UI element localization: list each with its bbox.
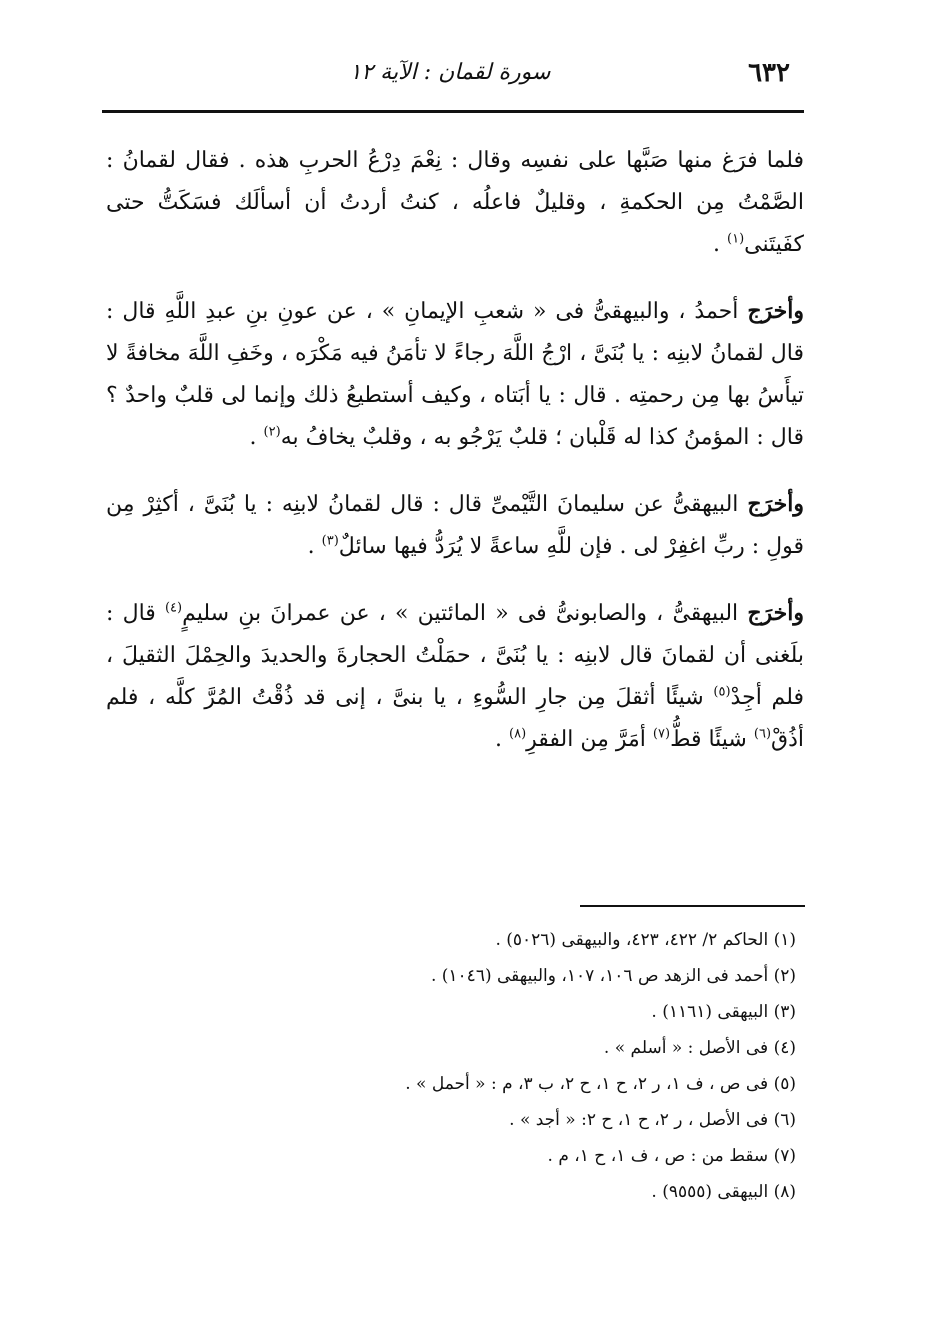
footnote-reference: (٨) [509,726,527,742]
paragraph-2 [106,290,804,459]
paragraph-text: أحمدُ ، والبيهقىُّ فى « شعبِ الإيمانِ » ، عن عونِ بنِ عبدِ اللَّهِ قال : قال لقمانُ لابنِه : يا بُنَىَّ ، ارْجُ اللَّهَ رجاءً لا تأمَنُ فيه مَكْرَه ، وخَفِ اللَّهَ مخافةً لا تيأَسُ بها مِن رحمتِه . قال : يا أبَتاه ، وكيف أستطيعُ ذلك وإنما لى قلبٌ واحدٌ ؟ قال : المؤمنُ كذا له قَلْبان ؛ قلبٌ يَرْجُو به ، وقلبٌ يخافُ به [106,299,804,450]
footnote-2: (٢) أحمد فى الزهد ص ١٠٦، ١٠٧، والبيهقى (١٠٤٦) . [430,966,796,986]
paragraph-4 [106,592,804,761]
paragraph-text: البيهقىُّ ، والصابونىُّ فى « المائتين » ، عن عمرانَ بنِ سليمٍ [182,601,748,626]
footnote-reference: (٥) [713,684,731,700]
footnote-reference: (٤) [164,600,183,616]
footnote-7: (٧) سقط من : ص ، ف ١، ح ١، م . [547,1146,796,1166]
paragraph-tail: . [495,727,510,752]
footnote-reference: (٢) [263,424,281,440]
footnote-reference: (٣) [321,533,339,549]
paragraph-lead: وأخرَج [747,600,804,626]
header-divider [102,110,804,113]
footnote-divider [580,905,805,907]
paragraph-tail: شيئًا أثقلَ مِن جارِ السُّوءِ ، يا بنىَّ ، إنى قد ذُقْتُ المُرَّ كلَّه ، فلم أذُقْ [106,685,804,752]
footnote-5: (٥) فى ص ، ف ١، ر ٢، ح ١، ح ٢، ب ٣، م : « أحمل » . [405,1074,796,1094]
footnote-4: (٤) فى الأصل : « أسلم » . [603,1038,796,1058]
footnote-reference: (١) [727,231,745,247]
paragraph-tail: أمَرَّ مِن الفقرِ [526,727,653,752]
paragraph-text: فلما فرَغ منها صَبَّها على نفسِه وقال : نِعْمَ دِرْعُ الحربِ هذه . فقال لقمانُ : الصَّمْتُ مِن الحكمةِ ، وقليلٌ فاعلُه ، كنتُ أردتُ أن أسألَك فسَكَتُّ حتى كفَيتَنى [106,148,804,257]
paragraph-tail: شيئًا قطُّ [670,727,754,752]
paragraph-tail: قال : بلَغنى أن لقمانَ قال لابنِه : يا بُنَىَّ ، حمَلْتُ الحجارةَ والحديدَ والحِمْلَ الثقيلَ ، فلم أجِدْ [106,601,804,710]
paragraph-lead: وأخرَج [747,298,804,324]
footnote-reference: (٦) [753,726,772,742]
footnote-3: (٣) البيهقى (١١٦١) . [651,1002,796,1022]
paragraph-tail: . [713,232,727,257]
paragraph-1 [106,140,804,266]
page-number: ٦٣٢ [748,58,790,88]
footnote-8: (٨) البيهقى (٩٥٥٥) . [651,1182,796,1202]
footnote-6: (٦) فى الأصل ، ر ٢، ح ١، ح ٢: « أجد » . [509,1110,796,1130]
footnote-1: (١) الحاكم ٢/ ٤٢٢، ٤٢٣، والبيهقى (٥٠٢٦) . [495,930,796,950]
page-header [100,52,800,100]
main-text [106,140,804,785]
paragraph-3 [106,483,804,568]
paragraph-tail: . [249,425,264,450]
paragraph-lead: وأخرَج [747,491,804,517]
footnote-reference: (٧) [652,726,671,742]
paragraph-text: البيهقىُّ عن سليمانَ التَّيْمىِّ قال : قال لقمانُ لابنِه : يا بُنَىَّ ، أكثِرْ مِن قولِ : ربِّ اغفِرْ لى . فإن للَّهِ ساعةً لا يُرَدُّ فيها سائلٌ [106,492,804,559]
footnotes [106,922,796,1210]
paragraph-tail: . [307,534,322,559]
running-title: سورة لقمان : الآية ١٢ [349,60,551,85]
